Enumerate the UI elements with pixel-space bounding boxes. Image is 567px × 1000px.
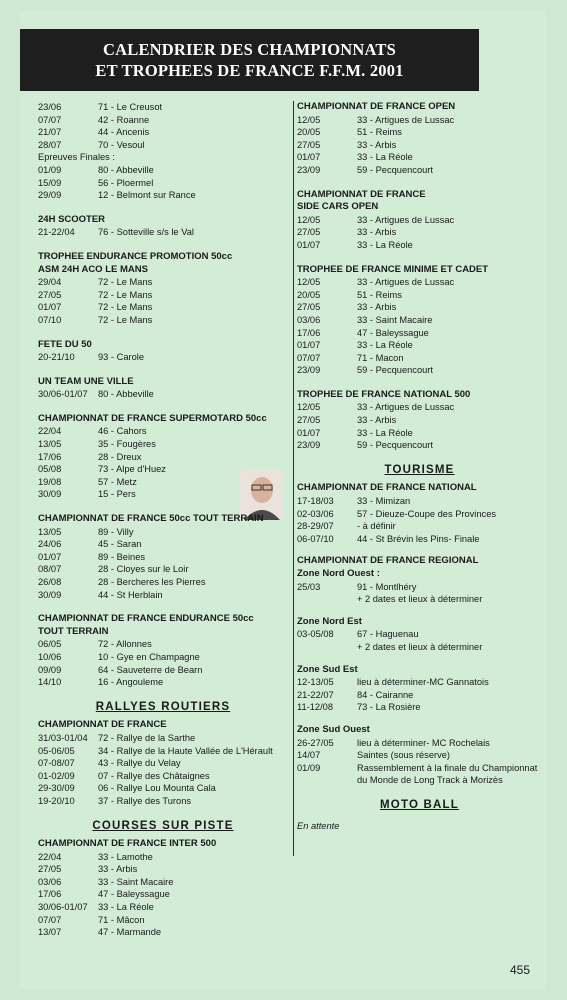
event-location: 89 - Beines [98,551,146,562]
event-location: 42 - Roanne [98,114,150,125]
event-date: 03-05/08 [297,629,334,640]
event-date: 08/07 [38,564,62,575]
section-title: FETE DU 50 [38,338,92,350]
schedule-row [38,732,288,745]
schedule-row [38,914,288,927]
right-column [297,101,542,832]
event-section [38,719,288,807]
schedule-row [297,239,542,252]
event-location: 33 - Artigues de Lussac [357,277,455,288]
event-date: 01/07 [38,551,62,562]
event-date [297,641,357,654]
zone-title: Zone Nord Ouest : [297,568,380,579]
event-location: 59 - Pecquencourt [357,365,433,376]
event-location: 12 - Belmont sur Rance [98,190,196,201]
event-location: 72 - Allonnes [98,639,152,650]
event-location: 73 - Alpe d'Huez [98,464,166,475]
event-location: 28 - Bercheres les Pierres [98,577,206,587]
event-section [297,482,542,545]
event-date: 27/05 [297,415,321,426]
zone-title: Zone Sud Ouest [297,723,370,735]
event-location: 33 - Artigues de Lussac [357,214,455,225]
schedule-row [297,226,542,239]
event-location: 59 - Pecquencourt [357,440,433,451]
event-location: 33 - Arbis [98,864,138,875]
schedule-row [297,126,542,139]
event-date: 11-12/08 [297,702,334,713]
event-date: 14/07 [297,750,321,761]
event-date: 20/05 [297,127,321,138]
event-location: 47 - Marmande [98,927,162,938]
schedule-row [38,351,288,364]
event-location: 89 - Villy [98,526,134,537]
category-heading-rallyes: RALLYES ROUTIERS [95,700,231,713]
event-date: Epreuves Finales : [38,152,115,163]
event-date: 13/05 [38,526,62,537]
schedule-row [297,214,542,227]
event-date: 26-27/05 [297,737,334,748]
event-date: 03/06 [297,314,321,325]
schedule-row [297,276,542,289]
event-location [119,151,288,164]
event-date: 02-03/06 [297,508,334,519]
event-location: 44 - St Brévin les Pins- Finale [357,533,480,544]
event-date: 28/07 [38,139,62,150]
event-date: 01/07 [297,152,321,163]
event-location: 84 - Cairanne [357,689,414,700]
schedule-row [38,476,288,489]
schedule-row [38,563,288,576]
event-location: 57 - Metz [98,476,137,487]
event-date: 19-20/10 [38,795,75,806]
event-location: 16 - Angouleme [98,677,164,688]
event-location: 47 - Baleyssague [98,889,170,900]
event-location: 72 - Le Mans [98,277,153,288]
schedule-row [297,533,542,546]
schedule-row [38,438,288,451]
event-location: 46 - Cahors [98,426,147,437]
schedule-row [297,139,542,152]
schedule-row [38,926,288,939]
schedule-row [38,425,288,438]
event-date: 14/10 [38,677,62,688]
schedule-row [38,876,288,889]
section-title: CHAMPIONNAT DE FRANCE OPEN [297,101,456,112]
event-date: 30/06-01/07 [38,389,88,400]
event-location: 73 - La Rosière [357,702,421,713]
event-location: - à définir [357,521,396,532]
event-date: 28-29/07 [297,521,334,532]
event-location: 33 - Artigues de Lussac [357,402,455,413]
event-location: 35 - Fougères [98,439,156,450]
event-date: 13/05 [38,439,62,450]
schedule-row [38,851,288,864]
event-location: 72 - Le Mans [98,289,153,300]
event-date: 07/07 [38,114,62,125]
schedule-row [38,463,288,476]
event-date: 12/05 [297,402,321,413]
event-date: 17/06 [297,327,321,338]
schedule-row [297,508,542,521]
title-line-2: ET TROPHEES DE FRANCE F.F.M. 2001 [95,61,404,80]
section-title: CHAMPIONNAT DE FRANCE SIDE CARS OPEN [297,188,426,213]
event-date [297,593,357,606]
event-location: 33 - Arbis [357,227,397,238]
schedule-row [297,581,542,594]
schedule-row [38,589,288,602]
event-date: 10/06 [38,651,62,662]
event-location: 33 - Mimizan [357,496,411,507]
left-column [38,101,288,939]
event-location: 33 - La Réole [357,239,413,250]
event-location: 71 - Le Creusot [98,102,163,112]
event-location: 80 - Abbeville [98,389,154,400]
event-location: 33 - La Réole [357,340,413,351]
event-location: + 2 dates et lieux à déterminer [357,594,483,605]
event-location: 57 - Dieuze-Coupe des Provinces [357,508,497,519]
schedule-row [297,676,542,689]
event-date: 29/09 [38,190,62,201]
event-section [38,838,288,939]
event-date: 23/09 [297,365,321,376]
event-section [297,101,542,177]
event-date: 30/09 [38,489,62,500]
event-date: 22/04 [38,426,62,437]
zone-title: Zone Sud Est [297,663,358,675]
event-date: 07/07 [38,914,62,925]
event-date: 07/10 [38,314,62,325]
event-location: 33 - Lamothe [98,851,153,862]
schedule-row [38,757,288,770]
zone-section [297,568,542,606]
event-section [297,555,542,568]
event-location: 07 - Rallye des Châtaignes [98,770,210,781]
event-location: 33 - La Réole [98,902,154,913]
event-location: 51 - Reims [357,127,402,138]
section-title: UN TEAM UNE VILLE [38,375,134,387]
schedule-row [297,593,542,606]
event-date: 29/04 [38,277,62,288]
event-location: 71 - Mâcon [98,914,145,925]
zone-title: Zone Nord Est [297,615,362,627]
event-date: 21-22/07 [297,689,334,700]
schedule-row [38,795,288,808]
title-line-1: CALENDRIER DES CHAMPIONNATS [103,40,396,59]
event-location: 33 - La Réole [357,427,413,438]
schedule-row [38,301,288,314]
event-date: 17/06 [38,889,62,900]
schedule-row [297,401,542,414]
event-date: 23/06 [38,102,62,112]
schedule-row [297,364,542,377]
section-title: CHAMPIONNAT DE FRANCE 50cc TOUT TERRAIN [38,513,264,525]
event-section [38,214,288,239]
event-location: 34 - Rallye de la Haute Vallée de L'Hérault [98,745,273,756]
schedule-row [38,314,288,327]
event-date: 20-21/10 [38,352,75,363]
event-location: 72 - Le Mans [98,302,153,313]
schedule-row [38,676,288,689]
section-title: 24H SCOOTER [38,213,106,225]
section-title: CHAMPIONNAT DE FRANCE INTER 500 [38,838,217,850]
schedule-row [38,901,288,914]
moto-ball-note: En attente [297,820,340,831]
schedule-row [38,114,288,127]
page-title [20,29,479,91]
schedule-row [38,388,288,401]
event-date: 12-13/05 [297,677,334,688]
event-date: 25/03 [297,581,321,592]
schedule-row [38,745,288,758]
event-section [297,264,542,377]
event-date: 22/04 [38,851,62,862]
event-section [297,389,542,452]
schedule-row [297,339,542,352]
event-location: Rassemblement à la finale du Championnat du Monde de Long Track à Morizès [357,762,538,786]
schedule-row [297,689,542,702]
schedule-row [38,638,288,651]
event-location: 76 - Sotteville s/s le Val [98,227,194,238]
event-date: 27/05 [297,302,321,313]
category-heading-tourisme: TOURISME [384,463,455,476]
schedule-row [297,314,542,327]
schedule-row [297,701,542,714]
schedule-row [38,863,288,876]
event-date: 29-30/09 [38,783,75,794]
event-date: 05-06/05 [38,745,75,756]
zone-section [297,724,542,787]
event-location: 72 - Le Mans [98,314,153,325]
event-section [297,189,542,252]
schedule-row [297,495,542,508]
schedule-row [297,301,542,314]
event-section [38,251,288,327]
event-date: 06-07/10 [297,533,334,544]
event-section [38,339,288,364]
event-location: lieu à déterminer-MC Gannatois [357,677,489,688]
event-date: 01-02/09 [38,770,75,781]
event-location: 44 - Ancenis [98,127,150,138]
section-title: TROPHEE DE FRANCE MINIME ET CADET [297,263,489,275]
event-date: 23/09 [297,440,321,451]
event-location: 37 - Rallye des Turons [98,795,192,806]
event-date: 12/05 [297,214,321,225]
event-date: 27/05 [297,227,321,238]
section-title: CHAMPIONNAT DE FRANCE ENDURANCE 50cc TOUT TERRAIN [38,613,254,637]
event-location: 33 - La Réole [357,152,413,163]
event-date: 17/06 [38,451,62,462]
schedule-row [297,114,542,127]
section-title: CHAMPIONNAT DE FRANCE SUPERMOTARD 50cc [38,412,267,424]
schedule-row [297,628,542,641]
schedule-row [297,641,542,654]
event-location: 72 - Rallye de la Sarthe [98,732,196,743]
event-date: 30/09 [38,589,62,600]
event-date: 30/06-01/07 [38,902,88,913]
schedule-row [38,151,288,164]
event-date: 24/06 [38,539,62,550]
category-heading-moto-ball: MOTO BALL [380,798,459,811]
event-date: 23/09 [297,164,321,175]
event-date: 21/07 [38,127,62,138]
event-date: 01/07 [297,427,321,438]
event-location: 33 - Saint Macaire [98,876,174,887]
page-number: 455 [510,963,531,977]
schedule-row [297,164,542,177]
schedule-row [297,414,542,427]
event-date: 01/09 [297,762,321,773]
column-divider [293,101,294,856]
event-date: 12/05 [297,114,321,125]
event-date: 05/08 [38,464,62,475]
schedule-row [38,289,288,302]
schedule-row [38,576,288,589]
event-location: 91 - Montlhéry [357,581,417,592]
schedule-row [38,164,288,177]
event-location: 67 - Haguenau [357,629,419,640]
schedule-row [38,189,288,202]
event-date: 15/09 [38,177,62,188]
event-location: 64 - Sauveterre de Bearn [98,664,203,675]
schedule-row [297,737,542,750]
event-date: 03/06 [38,876,62,887]
event-location: 33 - Arbis [357,415,397,426]
event-date: 01/09 [38,164,62,175]
event-location: 71 - Macon [357,352,404,363]
schedule-row [38,276,288,289]
schedule-row [297,327,542,340]
event-date: 07/07 [297,352,321,363]
event-location: 10 - Gye en Champagne [98,651,200,662]
event-location: + 2 dates et lieux à déterminer [357,641,483,652]
event-location: 56 - Ploermel [98,177,154,188]
event-date: 20/05 [297,289,321,300]
event-location: 28 - Dreux [98,451,142,462]
schedule-row [297,749,542,762]
event-location: 43 - Rallye du Velay [98,758,181,769]
schedule-row [297,289,542,302]
event-location: 15 - Pers [98,489,136,500]
event-location: 44 - St Herblain [98,589,163,600]
category-heading-courses: COURSES SUR PISTE [92,819,234,832]
event-section [38,613,288,689]
event-date: 06/05 [38,639,62,650]
schedule-row [297,151,542,164]
event-location: 33 - Arbis [357,139,397,150]
section-title: CHAMPIONNAT DE FRANCE [38,719,167,731]
schedule-row [38,888,288,901]
section-title: TROPHEE ENDURANCE PROMOTION 50cc ASM 24H ACO LE MANS [38,250,233,275]
event-location: lieu à déterminer- MC Rochelais [357,737,490,748]
event-date: 31/03-01/04 [38,732,88,743]
schedule-row [38,782,288,795]
schedule-row [38,538,288,551]
schedule-row [38,664,288,677]
event-date: 01/07 [297,340,321,351]
event-date: 07-08/07 [38,758,75,769]
event-date: 19/08 [38,476,62,487]
schedule-row [297,427,542,440]
schedule-row [297,520,542,533]
schedule-row [38,551,288,564]
schedule-row [38,126,288,139]
schedule-row [38,770,288,783]
event-date: 27/05 [38,289,62,300]
event-section [38,376,288,401]
zone-section [297,616,542,654]
schedule-row [38,488,288,501]
schedule-row [297,762,542,787]
schedule-row [38,139,288,152]
event-location: 45 - Saran [98,539,142,550]
event-location: Saintes (sous réserve) [357,750,451,761]
schedule-row [38,101,288,114]
schedule-row [38,177,288,190]
event-location: 06 - Rallye Lou Mounta Cala [98,783,216,794]
event-date: 13/07 [38,927,62,938]
event-date: 01/07 [38,302,62,313]
event-location: 51 - Reims [357,289,402,300]
event-location: 70 - Vesoul [98,139,145,150]
event-date: 21-22/04 [38,227,75,238]
schedule-row [38,451,288,464]
schedule-row [38,651,288,664]
event-date: 17-18/03 [297,496,334,507]
event-date: 27/05 [38,864,62,875]
event-date: 12/05 [297,277,321,288]
schedule-row [297,352,542,365]
section-title: TROPHEE DE FRANCE NATIONAL 500 [297,388,471,400]
event-location: 47 - Baleyssague [357,327,429,338]
event-location: 80 - Abbeville [98,164,154,175]
event-location: 33 - Artigues de Lussac [357,114,455,125]
schedule-row [38,526,288,539]
section-title: CHAMPIONNAT DE FRANCE NATIONAL [297,482,477,494]
schedule-row [38,226,288,239]
event-date: 01/07 [297,239,321,250]
event-location: 28 - Cloyes sur le Loir [98,564,189,575]
event-section [38,413,288,501]
event-location: 59 - Pecquencourt [357,164,433,175]
schedule-row [297,439,542,452]
zone-section [297,664,542,714]
event-date: 26/08 [38,577,62,587]
event-section [38,513,288,601]
section-title: CHAMPIONNAT DE FRANCE REGIONAL [297,555,479,567]
event-date: 09/09 [38,664,62,675]
event-location: 33 - Arbis [357,302,397,313]
event-location: 93 - Carole [98,352,144,363]
event-location: 33 - Saint Macaire [357,314,433,325]
event-section [38,101,288,202]
event-date: 27/05 [297,139,321,150]
